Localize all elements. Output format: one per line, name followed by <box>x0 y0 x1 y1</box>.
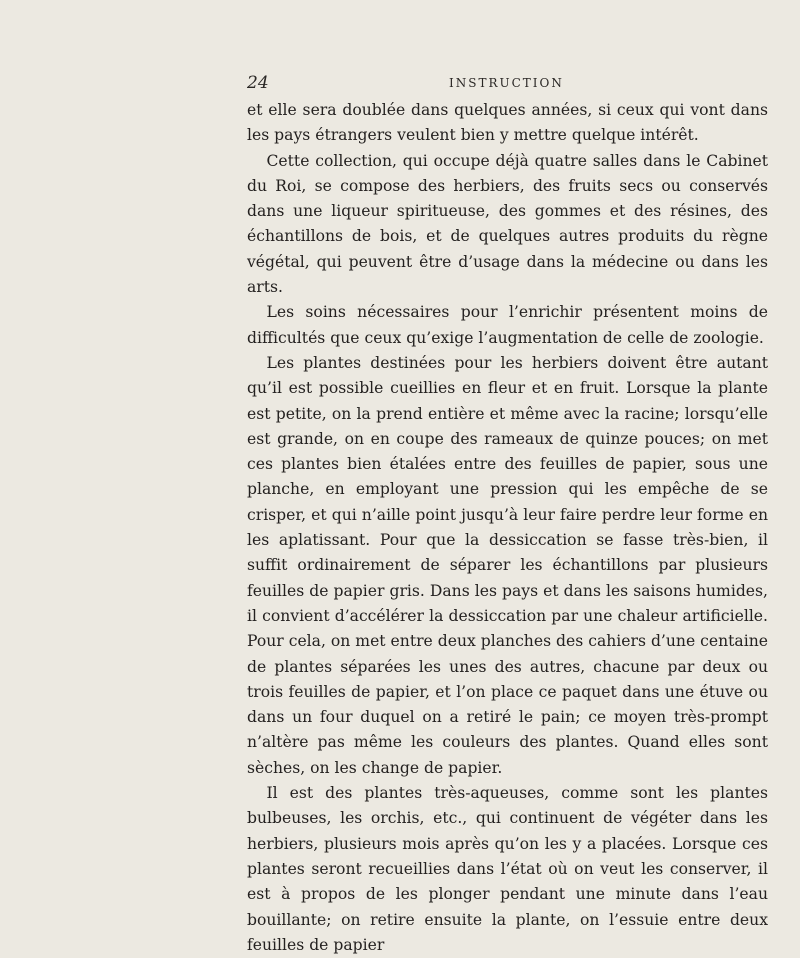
paragraph-care: Les soins nécessaires pour l’enrichir présentent moins de difficultés que ceux qu’exige l’augmentation de celle de zoologie. <box>247 303 768 347</box>
page-number: 24 <box>247 73 269 93</box>
paragraph-collection: Cette collection, qui occupe déjà quatre salles dans le Cabinet du Roi, se compose des herbiers, des fruits secs ou conservés dans une liqueur spiritueuse, des gommes et des résines, des échantillons de bois, et de quelques autres produits du règne végétal, qui peuvent être d’usage dans la médecine ou dans les arts. <box>247 151 768 297</box>
paragraph-continuation: et elle sera doublée dans quelques années, si ceux qui vont dans les pays étrangers veulent bien y mettre quelque intérêt. <box>247 101 768 145</box>
page-header <box>247 73 768 95</box>
paragraph-herbarium-plants: Les plantes destinées pour les herbiers doivent être autant qu’il est possible cueillies en fleur et en fruit. Lorsque la plante est petite, on la prend entière et même avec la racine; lorsqu’elle est grande, on en coupe des rameaux de quinze pouces; on met ces plantes bien étalées entre des feuilles de papier, sous une planche, en employant une pression qui les empêche de se crisper, et qui n’aille point jusqu’à leur faire perdre leur forme en les aplatissant. Pour que la dessiccation se fasse très-bien, il suffit ordinairement de séparer les échantillons par plusieurs feuilles de papier gris. Dans les pays et dans les saisons humides, il convient d’accélérer la dessiccation par une chaleur artificielle. Pour cela, on met entre deux planches des cahiers d’une centaine de plantes séparées les unes des autres, chacune par deux ou trois feuilles de papier, et l’on place ce paquet dans une étuve ou dans un four duquel on a retiré le pain; ce moyen très-prompt n’altère pas même les couleurs des plantes. Quand elles sont sèches, on les change de papier. <box>247 353 768 777</box>
paragraph-aqueous-plants: Il est des plantes très-aqueuses, comme sont les plantes bulbeuses, les orchis, etc., qui continuent de végéter dans les herbiers, plusieurs mois après qu’on les y a placées. Lorsque ces plantes seront recueillies dans l’état où on veut les conserver, il est à propos de les plonger pendant une minute dans l’eau bouillante; on retire ensuite la plante, on l’essuie entre deux feuilles de papier <box>247 784 768 954</box>
body-text <box>247 98 768 958</box>
running-head: INSTRUCTION <box>449 76 564 90</box>
